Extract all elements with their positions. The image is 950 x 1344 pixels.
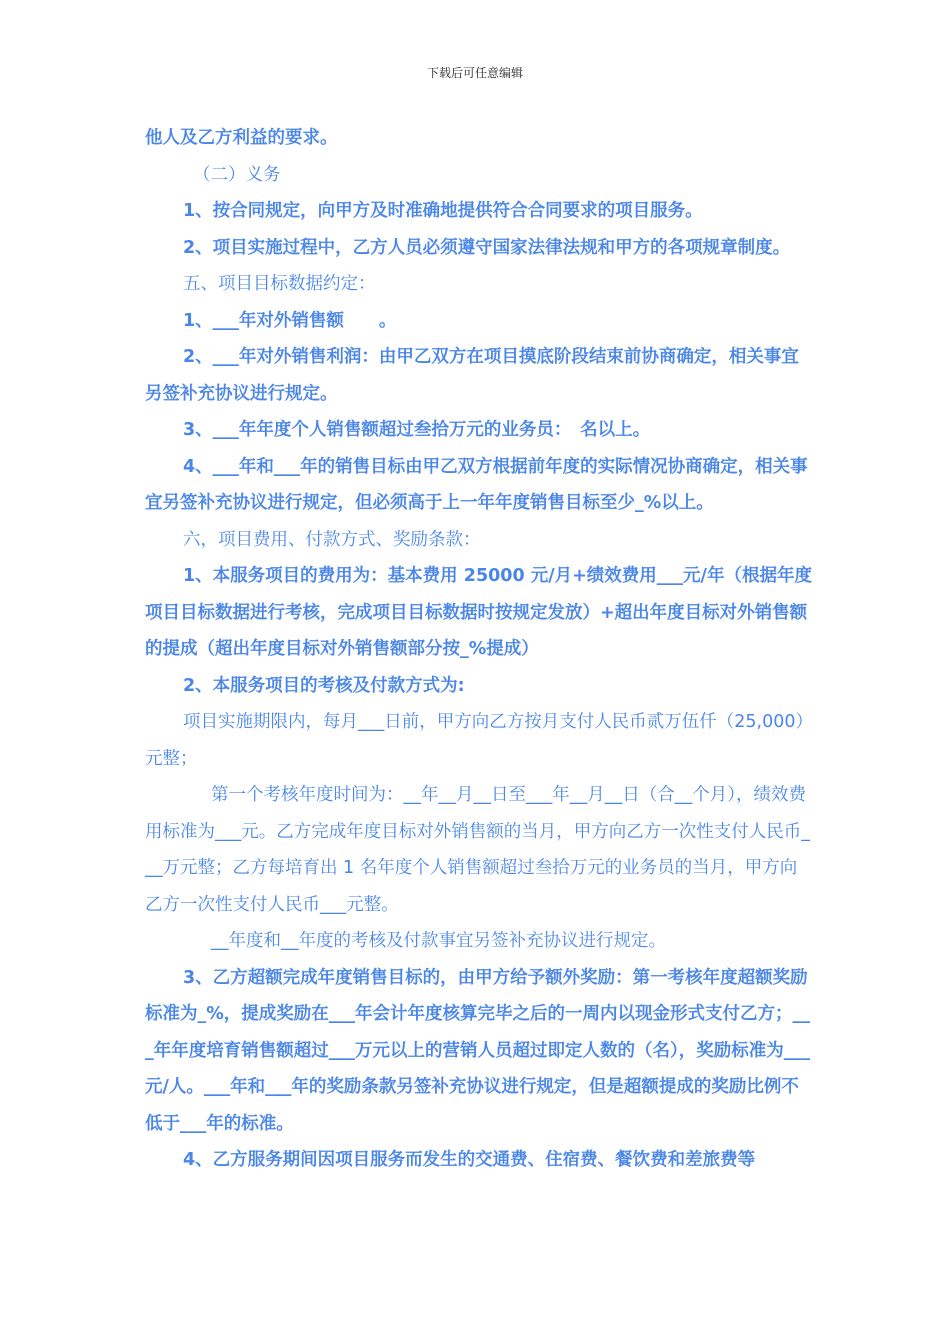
document-body <box>145 120 813 1179</box>
paragraph: 他人及乙方利益的要求。 <box>145 128 338 148</box>
paragraph: 1、___年对外销售额 。 <box>183 310 397 331</box>
paragraph: 2、项目实施过程中，乙方人员必须遵守国家法律法规和甲方的各项规章制度。 <box>183 237 791 258</box>
paragraph: 4、乙方服务期间因项目服务而发生的交通费、住宿费、餐饮费和差旅费等 <box>183 1150 756 1170</box>
section-heading: （二）义务 <box>193 164 281 185</box>
paragraph: 3、___年年度个人销售额超过叁拾万元的业务员： 名以上。 <box>183 420 651 440</box>
paragraph: 2、本服务项目的考核及付款方式为: <box>183 675 465 696</box>
paragraph: 3、乙方超额完成年度销售目标的，由甲方给予额外奖励：第一考核年度超额奖励标准为_%，提成奖励在___年会计年度核算完毕之后的一周内以现金形式支付乙方；___年年度培育销售额超过___万元以上的营销人员超过即定人数的（名），奖励标准为___元/人。___年和___年的奖励条款另签补充协议进行规定，但是超额提成的奖励比例不低于___年的标准。 <box>145 967 811 1134</box>
paragraph: 1、本服务项目的费用为：基本费用 25000 元/月+绩效费用___元/年（根据年度项目目标数据进行考核，完成项目目标数据时按规定发放）+超出年度目标对外销售额的提成（超出年度目标对外销售额部分按_%提成） <box>145 566 812 659</box>
section-heading: 六，项目费用、付款方式、奖励条款： <box>183 529 481 550</box>
paragraph: 第一个考核年度时间为：__年__月__日至___年__月__日（合__个月），绩效费用标准为___元。乙方完成年度目标对外销售额的当月，甲方向乙方一次性支付人民币___万元整；乙方每培育出 1 名年度个人销售额超过叁拾万元的业务员的当月，甲方向乙方一次性支付人民币___元整。 <box>145 785 810 915</box>
section-heading: 五、项目目标数据约定： <box>183 274 376 294</box>
paragraph: __年度和__年度的考核及付款事宜另签补充协议进行规定。 <box>211 931 666 951</box>
page-header: 下载后可任意编辑 <box>426 66 523 80</box>
paragraph: 1、按合同规定，向甲方及时准确地提供符合合同要求的项目服务。 <box>183 201 703 221</box>
paragraph: 项目实施期限内，每月___日前，甲方向乙方按月支付人民币贰万伍仟（25,000）元整； <box>145 712 813 769</box>
paragraph: 4、___年和___年的销售目标由甲乙双方根据前年度的实际情况协商确定，相关事宜另签补充协议进行规定，但必须高于上一年年度销售目标至少_%以上。 <box>145 456 808 513</box>
paragraph: 2、___年对外销售利润：由甲乙双方在项目摸底阶段结束前协商确定，相关事宜另签补充协议进行规定。 <box>145 347 799 404</box>
